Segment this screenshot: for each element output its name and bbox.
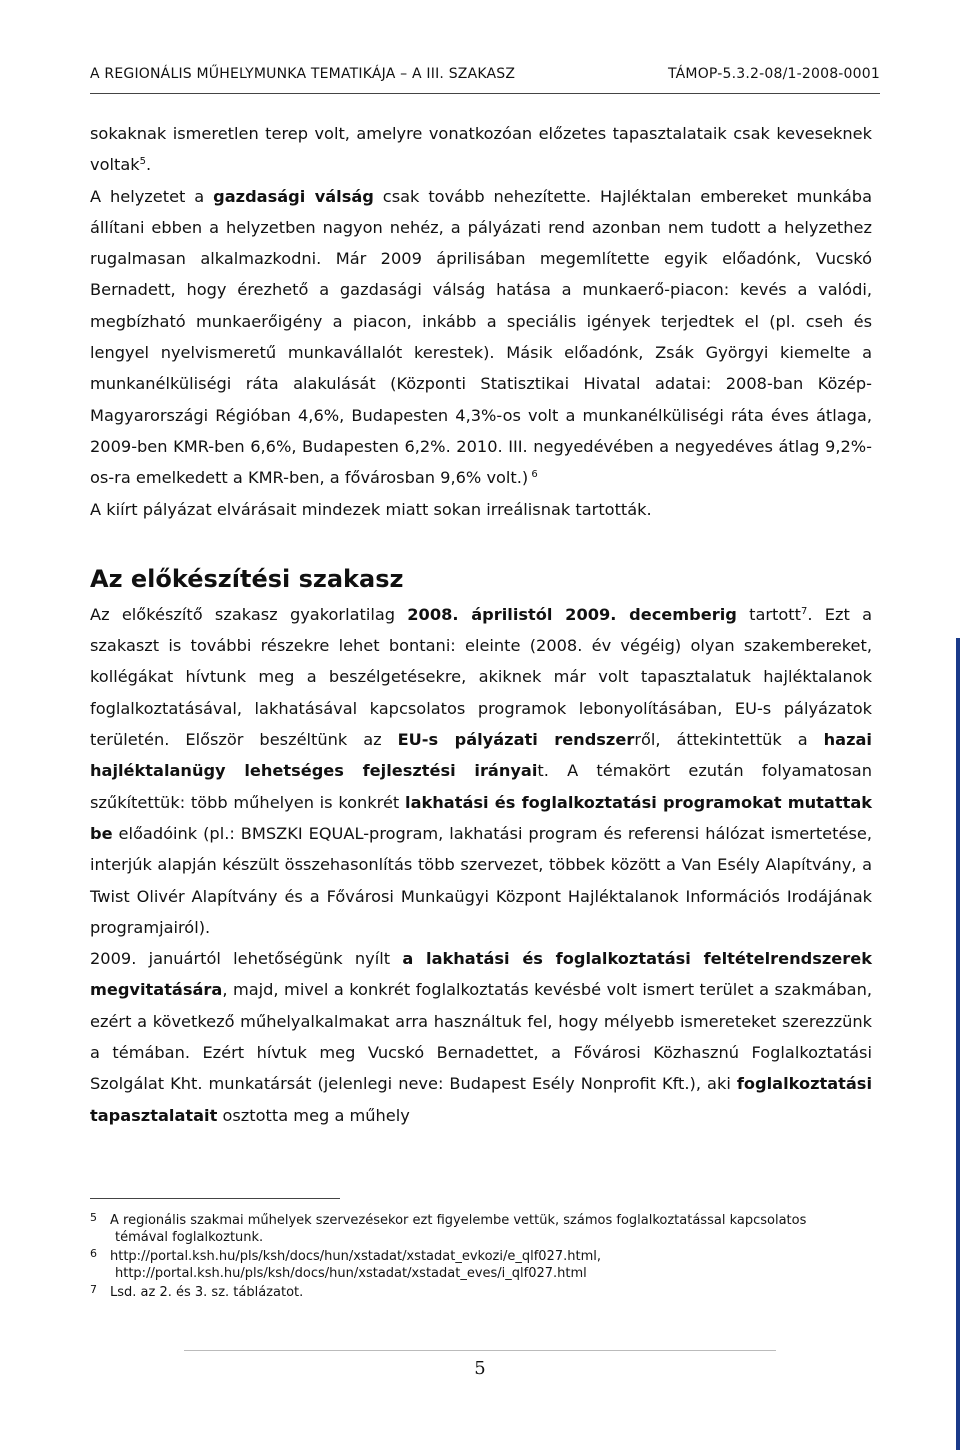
paragraph-4 [90,599,872,943]
paragraph-5 [90,943,872,1131]
bold-text: a lakhatási és foglalkoztatási feltételrendszerek megvitatására [90,949,872,1000]
footnote-divider [90,1198,340,1199]
text: t. A témakört ezután folyamatosan szűkítettük: több műhelyen is konkrét [90,761,872,812]
footnote-link[interactable]: http://portal.ksh.hu/pls/ksh/docs/hun/xstadat/xstadat_eves/i_qlf027.html [115,1265,587,1281]
body-text [90,118,872,1131]
footnote-6 [90,1246,880,1282]
text: előadóink (pl.: BMSZKI EQUAL-program, lakhatási program és referensi hálózat ismertetése, interjúk alapján készült összehasonlítás több szervezet, többek között a Van Esély Alapítvány, a Twist Olivér Alapítvány és a Fővárosi Munkaügyi Központ Hajléktalanok Információs Irodájának programjairól). [90,823,872,937]
bold-text: foglalkoztatási tapasztalatait [90,1074,872,1125]
footnote-ref-5[interactable]: 5 [139,156,146,168]
paragraph-1 [90,118,872,181]
footnote-link[interactable]: http://portal.ksh.hu/pls/ksh/docs/hun/xstadat/xstadat_evkozi/e_qlf027.html, [110,1249,601,1265]
footnote-7 [90,1282,880,1302]
bold-text: EU-s pályázati rendszer [397,730,635,750]
footnote-number: 5 [90,1211,97,1224]
text: , majd, mivel a konkrét foglalkoztatás kevésbé volt ismert terület a szakmában, ezért a következő műhelyalkalmakat arra használtuk fel, hogy mélyebb ismereteket szerezzünk a témában. Ezért hívtuk meg Vucskó Bernadettet, a Fővárosi Közhasznú Foglalkoztatási Szolgálat Kht. munkatársát (jelenlegi neve: Budapest Esély Nonprofit Kft.), aki [90,980,872,1094]
footnote-text: Lsd. az 2. és 3. sz. táblázatot. [110,1285,304,1301]
text: Az előkészítő szakasz gyakorlatilag [90,604,408,624]
page-edge-marker [956,638,960,1450]
text: . [146,155,152,175]
header-title: A REGIONÁLIS MŰHELYMUNKA TEMATIKÁJA – A III. SZAKASZ [90,66,516,82]
text: A helyzetet a [90,186,214,206]
footnotes [90,1210,880,1302]
section-heading: Az előkészítési szakasz [90,564,404,593]
page-number: 5 [474,1358,486,1379]
text: . Ezt a szakaszt is további részekre lehet bontani: eleinte (2008. év végéig) olyan szakembereket, kollégákat hívtunk meg a beszélgetésekre, akiknek már volt tapasztalatuk hajléktalanok foglalkoztatásával, lakhatásával kapcsolatos programok lebonyolításában, EU-s pályázatok területén. Először beszéltünk az [90,604,873,750]
paragraph-3: A kiírt pályázat elvárásait mindezek miatt sokan irreálisnak tartották. [90,499,652,519]
text: sokaknak ismeretlen terep volt, amelyre vonatkozóan előzetes tapasztalataik csak keveseknek voltak [90,124,872,175]
footnote-ref-6[interactable]: 6 [528,469,538,481]
footnote-text: A regionális szakmai műhelyek szervezésekor ezt figyelembe vettük, számos foglalkoztatással kapcsolatos [110,1213,807,1228]
footnote-number: 7 [90,1283,97,1297]
bold-text: 2008. áprilistól 2009. decemberig [407,604,737,624]
text: csak tovább nehezítette. Hajléktalan embereket munkába állítani ebben a helyzetben nagyon nehéz, a pályázati rend azonban nem tudott a helyzethez rugalmasan alkalmazkodni. Már 2009 áprilisában megemlítette egyik előadónk, Vucskó Bernadett, hogy érezhető a gazdasági válság hatása a munkaerő-piacon: kevés a valódi, megbízható munkaerőigény a piacon, inkább a speciális igények terjedtek el (pl. cseh és lengyel nyelvismeretű munkavállalót kerestek). Másik előadónk, Zsák Györgyi kiemelte a munkanélküliségi ráta alakulását (Központi Statisztikai Hivatal adatai: 2008-ban Közép-Magyarországi Régióban 4,6%, Budapesten 4,3%-os volt a munkanélküliségi ráta éves átlaga, 2009-ben KMR-ben 6,6%, Budapesten 6,2%. 2010. III. negyedévében a negyedéves átlag 9,2%-os-ra emelkedett a KMR-ben, a fővárosban 9,6% volt.) [90,186,873,488]
text: 2009. januártól lehetőségünk nyílt [90,949,403,969]
header-project-code: TÁMOP-5.3.2-08/1-2008-0001 [667,66,880,82]
text: tartott [736,604,801,624]
bold-text: hazai hajléktalanügy lehetséges fejlesztési irányai [90,730,872,781]
bold-text: gazdasági válság [213,186,374,206]
footnote-text: témával foglalkoztunk. [115,1229,264,1245]
footnote-ref-7[interactable]: 7 [800,605,808,617]
text: ről, áttekintettük a [634,730,824,750]
header-divider [90,93,880,94]
running-header [90,66,880,82]
text: osztotta meg a műhely [217,1105,410,1125]
paragraph-2 [90,181,872,494]
footer-divider [184,1350,776,1351]
footnote-number: 6 [90,1247,97,1261]
bold-text: lakhatási és foglalkoztatási programokat mutattak be [90,792,873,843]
footnote-5 [90,1210,880,1246]
